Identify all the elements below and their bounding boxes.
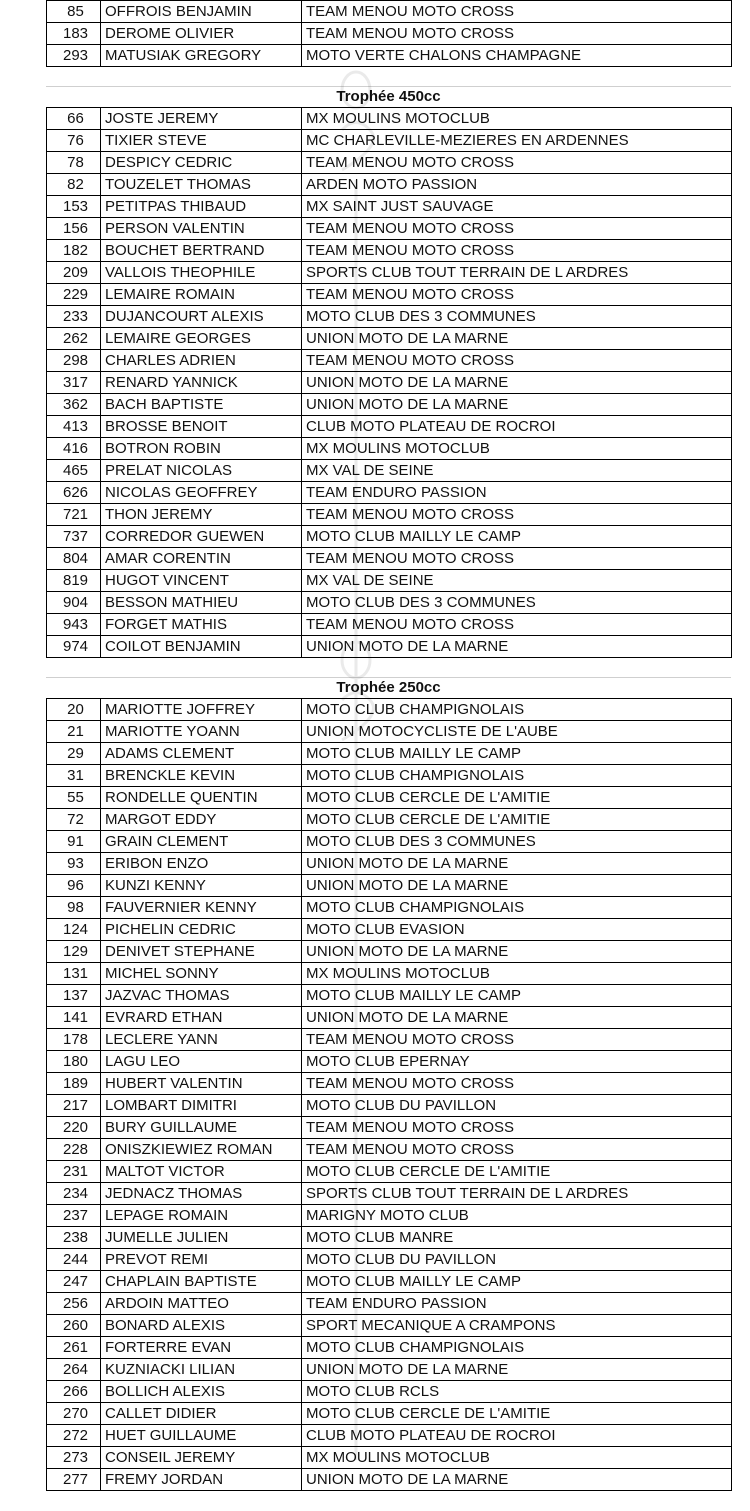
- club-name-cell: MOTO CLUB RCLS: [302, 1381, 732, 1403]
- club-name-cell: MX MOULINS MOTOCLUB: [302, 1447, 732, 1469]
- rider-name-cell: COILOT BENJAMIN: [101, 636, 302, 658]
- rider-name-cell: EVRARD ETHAN: [101, 1007, 302, 1029]
- table-row: [47, 130, 732, 152]
- club-name-cell: MOTO CLUB MAILLY LE CAMP: [302, 985, 732, 1007]
- rider-name-cell: BONARD ALEXIS: [101, 1315, 302, 1337]
- rider-name-cell: PREVOT REMI: [101, 1249, 302, 1271]
- race-number-cell: 220: [47, 1117, 101, 1139]
- rider-name-cell: MATUSIAK GREGORY: [101, 45, 302, 67]
- race-number-cell: 317: [47, 372, 101, 394]
- race-number-cell: 137: [47, 985, 101, 1007]
- club-name-cell: MOTO CLUB EVASION: [302, 919, 732, 941]
- club-name-cell: UNION MOTO DE LA MARNE: [302, 875, 732, 897]
- race-number-cell: 262: [47, 328, 101, 350]
- table-row: [47, 787, 732, 809]
- table-row: [47, 548, 732, 570]
- race-number-cell: 804: [47, 548, 101, 570]
- rider-name-cell: ERIBON ENZO: [101, 853, 302, 875]
- rider-name-cell: ARDOIN MATTEO: [101, 1293, 302, 1315]
- race-number-cell: 76: [47, 130, 101, 152]
- table-row: [47, 941, 732, 963]
- table-row: [47, 504, 732, 526]
- table-row: [47, 1117, 732, 1139]
- rider-name-cell: BROSSE BENOIT: [101, 416, 302, 438]
- table-row: [47, 460, 732, 482]
- race-number-cell: 943: [47, 614, 101, 636]
- race-number-cell: 298: [47, 350, 101, 372]
- race-number-cell: 82: [47, 174, 101, 196]
- rider-name-cell: FREMY JORDAN: [101, 1469, 302, 1491]
- club-name-cell: TEAM MENOU MOTO CROSS: [302, 240, 732, 262]
- table-row: [47, 897, 732, 919]
- club-name-cell: MOTO CLUB DU PAVILLON: [302, 1095, 732, 1117]
- table-row: [47, 1205, 732, 1227]
- table-row: [47, 985, 732, 1007]
- race-number-cell: 20: [47, 699, 101, 721]
- rider-name-cell: LEPAGE ROMAIN: [101, 1205, 302, 1227]
- table-row: [47, 831, 732, 853]
- table-row: [47, 875, 732, 897]
- race-number-cell: 362: [47, 394, 101, 416]
- rider-name-cell: CALLET DIDIER: [101, 1403, 302, 1425]
- rider-name-cell: PETITPAS THIBAUD: [101, 196, 302, 218]
- race-number-cell: 260: [47, 1315, 101, 1337]
- section-title-450cc: Trophée 450cc: [336, 88, 441, 105]
- race-number-cell: 273: [47, 1447, 101, 1469]
- club-name-cell: MX MOULINS MOTOCLUB: [302, 438, 732, 460]
- rider-name-cell: LOMBART DIMITRI: [101, 1095, 302, 1117]
- section-title-250cc: Trophée 250cc: [336, 679, 441, 696]
- table-row: [47, 1271, 732, 1293]
- rider-name-cell: BESSON MATHIEU: [101, 592, 302, 614]
- entries-body: [47, 108, 732, 658]
- rider-name-cell: PRELAT NICOLAS: [101, 460, 302, 482]
- rider-name-cell: AMAR CORENTIN: [101, 548, 302, 570]
- club-name-cell: TEAM MENOU MOTO CROSS: [302, 614, 732, 636]
- race-number-cell: 413: [47, 416, 101, 438]
- club-name-cell: MARIGNY MOTO CLUB: [302, 1205, 732, 1227]
- race-number-cell: 72: [47, 809, 101, 831]
- rider-name-cell: JOSTE JEREMY: [101, 108, 302, 130]
- race-number-cell: 264: [47, 1359, 101, 1381]
- rider-name-cell: PICHELIN CEDRIC: [101, 919, 302, 941]
- race-number-cell: 819: [47, 570, 101, 592]
- race-number-cell: 266: [47, 1381, 101, 1403]
- rider-name-cell: BOTRON ROBIN: [101, 438, 302, 460]
- race-number-cell: 270: [47, 1403, 101, 1425]
- club-name-cell: TEAM MENOU MOTO CROSS: [302, 1117, 732, 1139]
- club-name-cell: MOTO CLUB CERCLE DE L'AMITIE: [302, 1161, 732, 1183]
- rider-name-cell: MARIOTTE JOFFREY: [101, 699, 302, 721]
- club-name-cell: TEAM MENOU MOTO CROSS: [302, 1139, 732, 1161]
- club-name-cell: UNION MOTO DE LA MARNE: [302, 328, 732, 350]
- table-row: [47, 1447, 732, 1469]
- race-number-cell: 234: [47, 1183, 101, 1205]
- race-number-cell: 247: [47, 1271, 101, 1293]
- race-number-cell: 96: [47, 875, 101, 897]
- rider-name-cell: BRENCKLE KEVIN: [101, 765, 302, 787]
- rider-name-cell: LECLERE YANN: [101, 1029, 302, 1051]
- table-row: [47, 482, 732, 504]
- rider-name-cell: RONDELLE QUENTIN: [101, 787, 302, 809]
- rider-name-cell: GRAIN CLEMENT: [101, 831, 302, 853]
- club-name-cell: UNION MOTO DE LA MARNE: [302, 1359, 732, 1381]
- rider-name-cell: FAUVERNIER KENNY: [101, 897, 302, 919]
- race-number-cell: 182: [47, 240, 101, 262]
- race-number-cell: 465: [47, 460, 101, 482]
- rider-name-cell: JAZVAC THOMAS: [101, 985, 302, 1007]
- race-number-cell: 85: [47, 1, 101, 23]
- race-number-cell: 233: [47, 306, 101, 328]
- club-name-cell: TEAM MENOU MOTO CROSS: [302, 1, 732, 23]
- entries-table-250cc: [46, 698, 732, 1491]
- race-number-cell: 156: [47, 218, 101, 240]
- rider-name-cell: RENARD YANNICK: [101, 372, 302, 394]
- table-row: [47, 1029, 732, 1051]
- race-number-cell: 153: [47, 196, 101, 218]
- club-name-cell: TEAM ENDURO PASSION: [302, 1293, 732, 1315]
- club-name-cell: MOTO CLUB CERCLE DE L'AMITIE: [302, 1403, 732, 1425]
- club-name-cell: MOTO CLUB CHAMPIGNOLAIS: [302, 765, 732, 787]
- entries-body: [47, 1, 732, 67]
- race-number-cell: 98: [47, 897, 101, 919]
- race-number-cell: 209: [47, 262, 101, 284]
- rider-name-cell: BOUCHET BERTRAND: [101, 240, 302, 262]
- rider-name-cell: CHARLES ADRIEN: [101, 350, 302, 372]
- table-row: [47, 328, 732, 350]
- race-number-cell: 131: [47, 963, 101, 985]
- race-number-cell: 721: [47, 504, 101, 526]
- table-row: [47, 416, 732, 438]
- race-number-cell: 183: [47, 23, 101, 45]
- club-name-cell: MOTO CLUB DU PAVILLON: [302, 1249, 732, 1271]
- race-number-cell: 178: [47, 1029, 101, 1051]
- table-row: [47, 636, 732, 658]
- table-row: [47, 1, 732, 23]
- race-number-cell: 55: [47, 787, 101, 809]
- table-row: [47, 108, 732, 130]
- rider-name-cell: BACH BAPTISTE: [101, 394, 302, 416]
- rider-name-cell: KUNZI KENNY: [101, 875, 302, 897]
- race-number-cell: 91: [47, 831, 101, 853]
- rider-name-cell: JUMELLE JULIEN: [101, 1227, 302, 1249]
- club-name-cell: UNION MOTO DE LA MARNE: [302, 1469, 732, 1491]
- rider-name-cell: HUET GUILLAUME: [101, 1425, 302, 1447]
- rider-name-cell: HUGOT VINCENT: [101, 570, 302, 592]
- table-row: [47, 152, 732, 174]
- table-row: [47, 306, 732, 328]
- table-row: [47, 1183, 732, 1205]
- table-row: [47, 1337, 732, 1359]
- club-name-cell: MOTO CLUB MAILLY LE CAMP: [302, 526, 732, 548]
- club-name-cell: SPORTS CLUB TOUT TERRAIN DE L ARDRES: [302, 1183, 732, 1205]
- club-name-cell: TEAM MENOU MOTO CROSS: [302, 152, 732, 174]
- race-number-cell: 228: [47, 1139, 101, 1161]
- table-row: [47, 45, 732, 67]
- club-name-cell: MOTO CLUB CHAMPIGNOLAIS: [302, 699, 732, 721]
- rider-name-cell: HUBERT VALENTIN: [101, 1073, 302, 1095]
- club-name-cell: UNION MOTO DE LA MARNE: [302, 853, 732, 875]
- club-name-cell: MOTO CLUB CERCLE DE L'AMITIE: [302, 787, 732, 809]
- table-row: [47, 1161, 732, 1183]
- club-name-cell: TEAM MENOU MOTO CROSS: [302, 1029, 732, 1051]
- rider-name-cell: CORREDOR GUEWEN: [101, 526, 302, 548]
- rider-name-cell: LAGU LEO: [101, 1051, 302, 1073]
- rider-name-cell: OFFROIS BENJAMIN: [101, 1, 302, 23]
- club-name-cell: SPORT MECANIQUE A CRAMPONS: [302, 1315, 732, 1337]
- club-name-cell: TEAM MENOU MOTO CROSS: [302, 548, 732, 570]
- race-number-cell: 141: [47, 1007, 101, 1029]
- race-number-cell: 416: [47, 438, 101, 460]
- club-name-cell: MOTO CLUB DES 3 COMMUNES: [302, 306, 732, 328]
- club-name-cell: MX SAINT JUST SAUVAGE: [302, 196, 732, 218]
- race-number-cell: 66: [47, 108, 101, 130]
- club-name-cell: UNION MOTO DE LA MARNE: [302, 941, 732, 963]
- club-name-cell: CLUB MOTO PLATEAU DE ROCROI: [302, 416, 732, 438]
- rider-name-cell: THON JEREMY: [101, 504, 302, 526]
- race-number-cell: 180: [47, 1051, 101, 1073]
- section-separator: [46, 658, 731, 678]
- table-row: [47, 196, 732, 218]
- club-name-cell: MOTO CLUB CHAMPIGNOLAIS: [302, 1337, 732, 1359]
- race-number-cell: 277: [47, 1469, 101, 1491]
- table-row: [47, 372, 732, 394]
- club-name-cell: ARDEN MOTO PASSION: [302, 174, 732, 196]
- table-row: [47, 1293, 732, 1315]
- club-name-cell: TEAM MENOU MOTO CROSS: [302, 23, 732, 45]
- table-row: [47, 699, 732, 721]
- table-row: [47, 394, 732, 416]
- rider-name-cell: KUZNIACKI LILIAN: [101, 1359, 302, 1381]
- club-name-cell: UNION MOTO DE LA MARNE: [302, 394, 732, 416]
- club-name-cell: TEAM ENDURO PASSION: [302, 482, 732, 504]
- race-number-cell: 129: [47, 941, 101, 963]
- club-name-cell: MX MOULINS MOTOCLUB: [302, 963, 732, 985]
- rider-name-cell: NICOLAS GEOFFREY: [101, 482, 302, 504]
- rider-name-cell: ADAMS CLEMENT: [101, 743, 302, 765]
- race-number-cell: 189: [47, 1073, 101, 1095]
- table-row: [47, 919, 732, 941]
- table-row: [47, 1359, 732, 1381]
- table-row: [47, 262, 732, 284]
- table-row: [47, 1095, 732, 1117]
- rider-name-cell: MARIOTTE YOANN: [101, 721, 302, 743]
- rider-name-cell: FORGET MATHIS: [101, 614, 302, 636]
- club-name-cell: SPORTS CLUB TOUT TERRAIN DE L ARDRES: [302, 262, 732, 284]
- race-number-cell: 737: [47, 526, 101, 548]
- race-number-cell: 261: [47, 1337, 101, 1359]
- rider-name-cell: CHAPLAIN BAPTISTE: [101, 1271, 302, 1293]
- entries-table-continued: [46, 0, 732, 67]
- club-name-cell: MOTO CLUB DES 3 COMMUNES: [302, 592, 732, 614]
- club-name-cell: MOTO CLUB MANRE: [302, 1227, 732, 1249]
- club-name-cell: MX VAL DE SEINE: [302, 460, 732, 482]
- rider-name-cell: MARGOT EDDY: [101, 809, 302, 831]
- club-name-cell: MOTO CLUB MAILLY LE CAMP: [302, 743, 732, 765]
- table-row: [47, 809, 732, 831]
- table-row: [47, 1227, 732, 1249]
- club-name-cell: TEAM MENOU MOTO CROSS: [302, 218, 732, 240]
- table-row: [47, 592, 732, 614]
- rider-name-cell: BURY GUILLAUME: [101, 1117, 302, 1139]
- table-row: [47, 1073, 732, 1095]
- table-row: [47, 570, 732, 592]
- table-row: [47, 614, 732, 636]
- table-row: [47, 765, 732, 787]
- entry-list-page: [46, 0, 731, 1491]
- club-name-cell: UNION MOTO DE LA MARNE: [302, 636, 732, 658]
- rider-name-cell: DUJANCOURT ALEXIS: [101, 306, 302, 328]
- table-row: [47, 1403, 732, 1425]
- race-number-cell: 29: [47, 743, 101, 765]
- race-number-cell: 904: [47, 592, 101, 614]
- rider-name-cell: FORTERRE EVAN: [101, 1337, 302, 1359]
- race-number-cell: 231: [47, 1161, 101, 1183]
- table-row: [47, 350, 732, 372]
- club-name-cell: MOTO CLUB CHAMPIGNOLAIS: [302, 897, 732, 919]
- club-name-cell: MX VAL DE SEINE: [302, 570, 732, 592]
- race-number-cell: 31: [47, 765, 101, 787]
- club-name-cell: UNION MOTOCYCLISTE DE L'AUBE: [302, 721, 732, 743]
- race-number-cell: 244: [47, 1249, 101, 1271]
- table-row: [47, 218, 732, 240]
- race-number-cell: 21: [47, 721, 101, 743]
- club-name-cell: CLUB MOTO PLATEAU DE ROCROI: [302, 1425, 732, 1447]
- table-row: [47, 1249, 732, 1271]
- club-name-cell: MOTO CLUB CERCLE DE L'AMITIE: [302, 809, 732, 831]
- rider-name-cell: CONSEIL JEREMY: [101, 1447, 302, 1469]
- rider-name-cell: TIXIER STEVE: [101, 130, 302, 152]
- club-name-cell: MC CHARLEVILLE-MEZIERES EN ARDENNES: [302, 130, 732, 152]
- rider-name-cell: PERSON VALENTIN: [101, 218, 302, 240]
- club-name-cell: UNION MOTO DE LA MARNE: [302, 372, 732, 394]
- club-name-cell: UNION MOTO DE LA MARNE: [302, 1007, 732, 1029]
- race-number-cell: 272: [47, 1425, 101, 1447]
- table-row: [47, 1469, 732, 1491]
- rider-name-cell: DEROME OLIVIER: [101, 23, 302, 45]
- race-number-cell: 237: [47, 1205, 101, 1227]
- table-row: [47, 284, 732, 306]
- rider-name-cell: VALLOIS THEOPHILE: [101, 262, 302, 284]
- race-number-cell: 626: [47, 482, 101, 504]
- table-row: [47, 963, 732, 985]
- race-number-cell: 78: [47, 152, 101, 174]
- table-row: [47, 240, 732, 262]
- entries-table-450cc: [46, 107, 732, 658]
- rider-name-cell: ONISZKIEWIEZ ROMAN: [101, 1139, 302, 1161]
- race-number-cell: 293: [47, 45, 101, 67]
- rider-name-cell: DENIVET STEPHANE: [101, 941, 302, 963]
- race-number-cell: 93: [47, 853, 101, 875]
- club-name-cell: MOTO VERTE CHALONS CHAMPAGNE: [302, 45, 732, 67]
- rider-name-cell: LEMAIRE GEORGES: [101, 328, 302, 350]
- rider-name-cell: BOLLICH ALEXIS: [101, 1381, 302, 1403]
- club-name-cell: TEAM MENOU MOTO CROSS: [302, 504, 732, 526]
- race-number-cell: 974: [47, 636, 101, 658]
- club-name-cell: TEAM MENOU MOTO CROSS: [302, 350, 732, 372]
- table-row: [47, 174, 732, 196]
- race-number-cell: 217: [47, 1095, 101, 1117]
- entries-body: [47, 699, 732, 1491]
- rider-name-cell: TOUZELET THOMAS: [101, 174, 302, 196]
- club-name-cell: MOTO CLUB MAILLY LE CAMP: [302, 1271, 732, 1293]
- rider-name-cell: MALTOT VICTOR: [101, 1161, 302, 1183]
- table-row: [47, 853, 732, 875]
- table-row: [47, 1007, 732, 1029]
- table-row: [47, 1381, 732, 1403]
- table-row: [47, 1315, 732, 1337]
- club-name-cell: MX MOULINS MOTOCLUB: [302, 108, 732, 130]
- table-row: [47, 23, 732, 45]
- race-number-cell: 229: [47, 284, 101, 306]
- race-number-cell: 256: [47, 1293, 101, 1315]
- club-name-cell: TEAM MENOU MOTO CROSS: [302, 284, 732, 306]
- section-separator: [46, 67, 731, 87]
- table-row: [47, 1425, 732, 1447]
- club-name-cell: MOTO CLUB DES 3 COMMUNES: [302, 831, 732, 853]
- table-row: [47, 743, 732, 765]
- rider-name-cell: MICHEL SONNY: [101, 963, 302, 985]
- table-row: [47, 438, 732, 460]
- table-row: [47, 721, 732, 743]
- club-name-cell: MOTO CLUB EPERNAY: [302, 1051, 732, 1073]
- table-row: [47, 526, 732, 548]
- club-name-cell: TEAM MENOU MOTO CROSS: [302, 1073, 732, 1095]
- rider-name-cell: JEDNACZ THOMAS: [101, 1183, 302, 1205]
- race-number-cell: 238: [47, 1227, 101, 1249]
- table-row: [47, 1139, 732, 1161]
- race-number-cell: 124: [47, 919, 101, 941]
- rider-name-cell: LEMAIRE ROMAIN: [101, 284, 302, 306]
- rider-name-cell: DESPICY CEDRIC: [101, 152, 302, 174]
- table-row: [47, 1051, 732, 1073]
